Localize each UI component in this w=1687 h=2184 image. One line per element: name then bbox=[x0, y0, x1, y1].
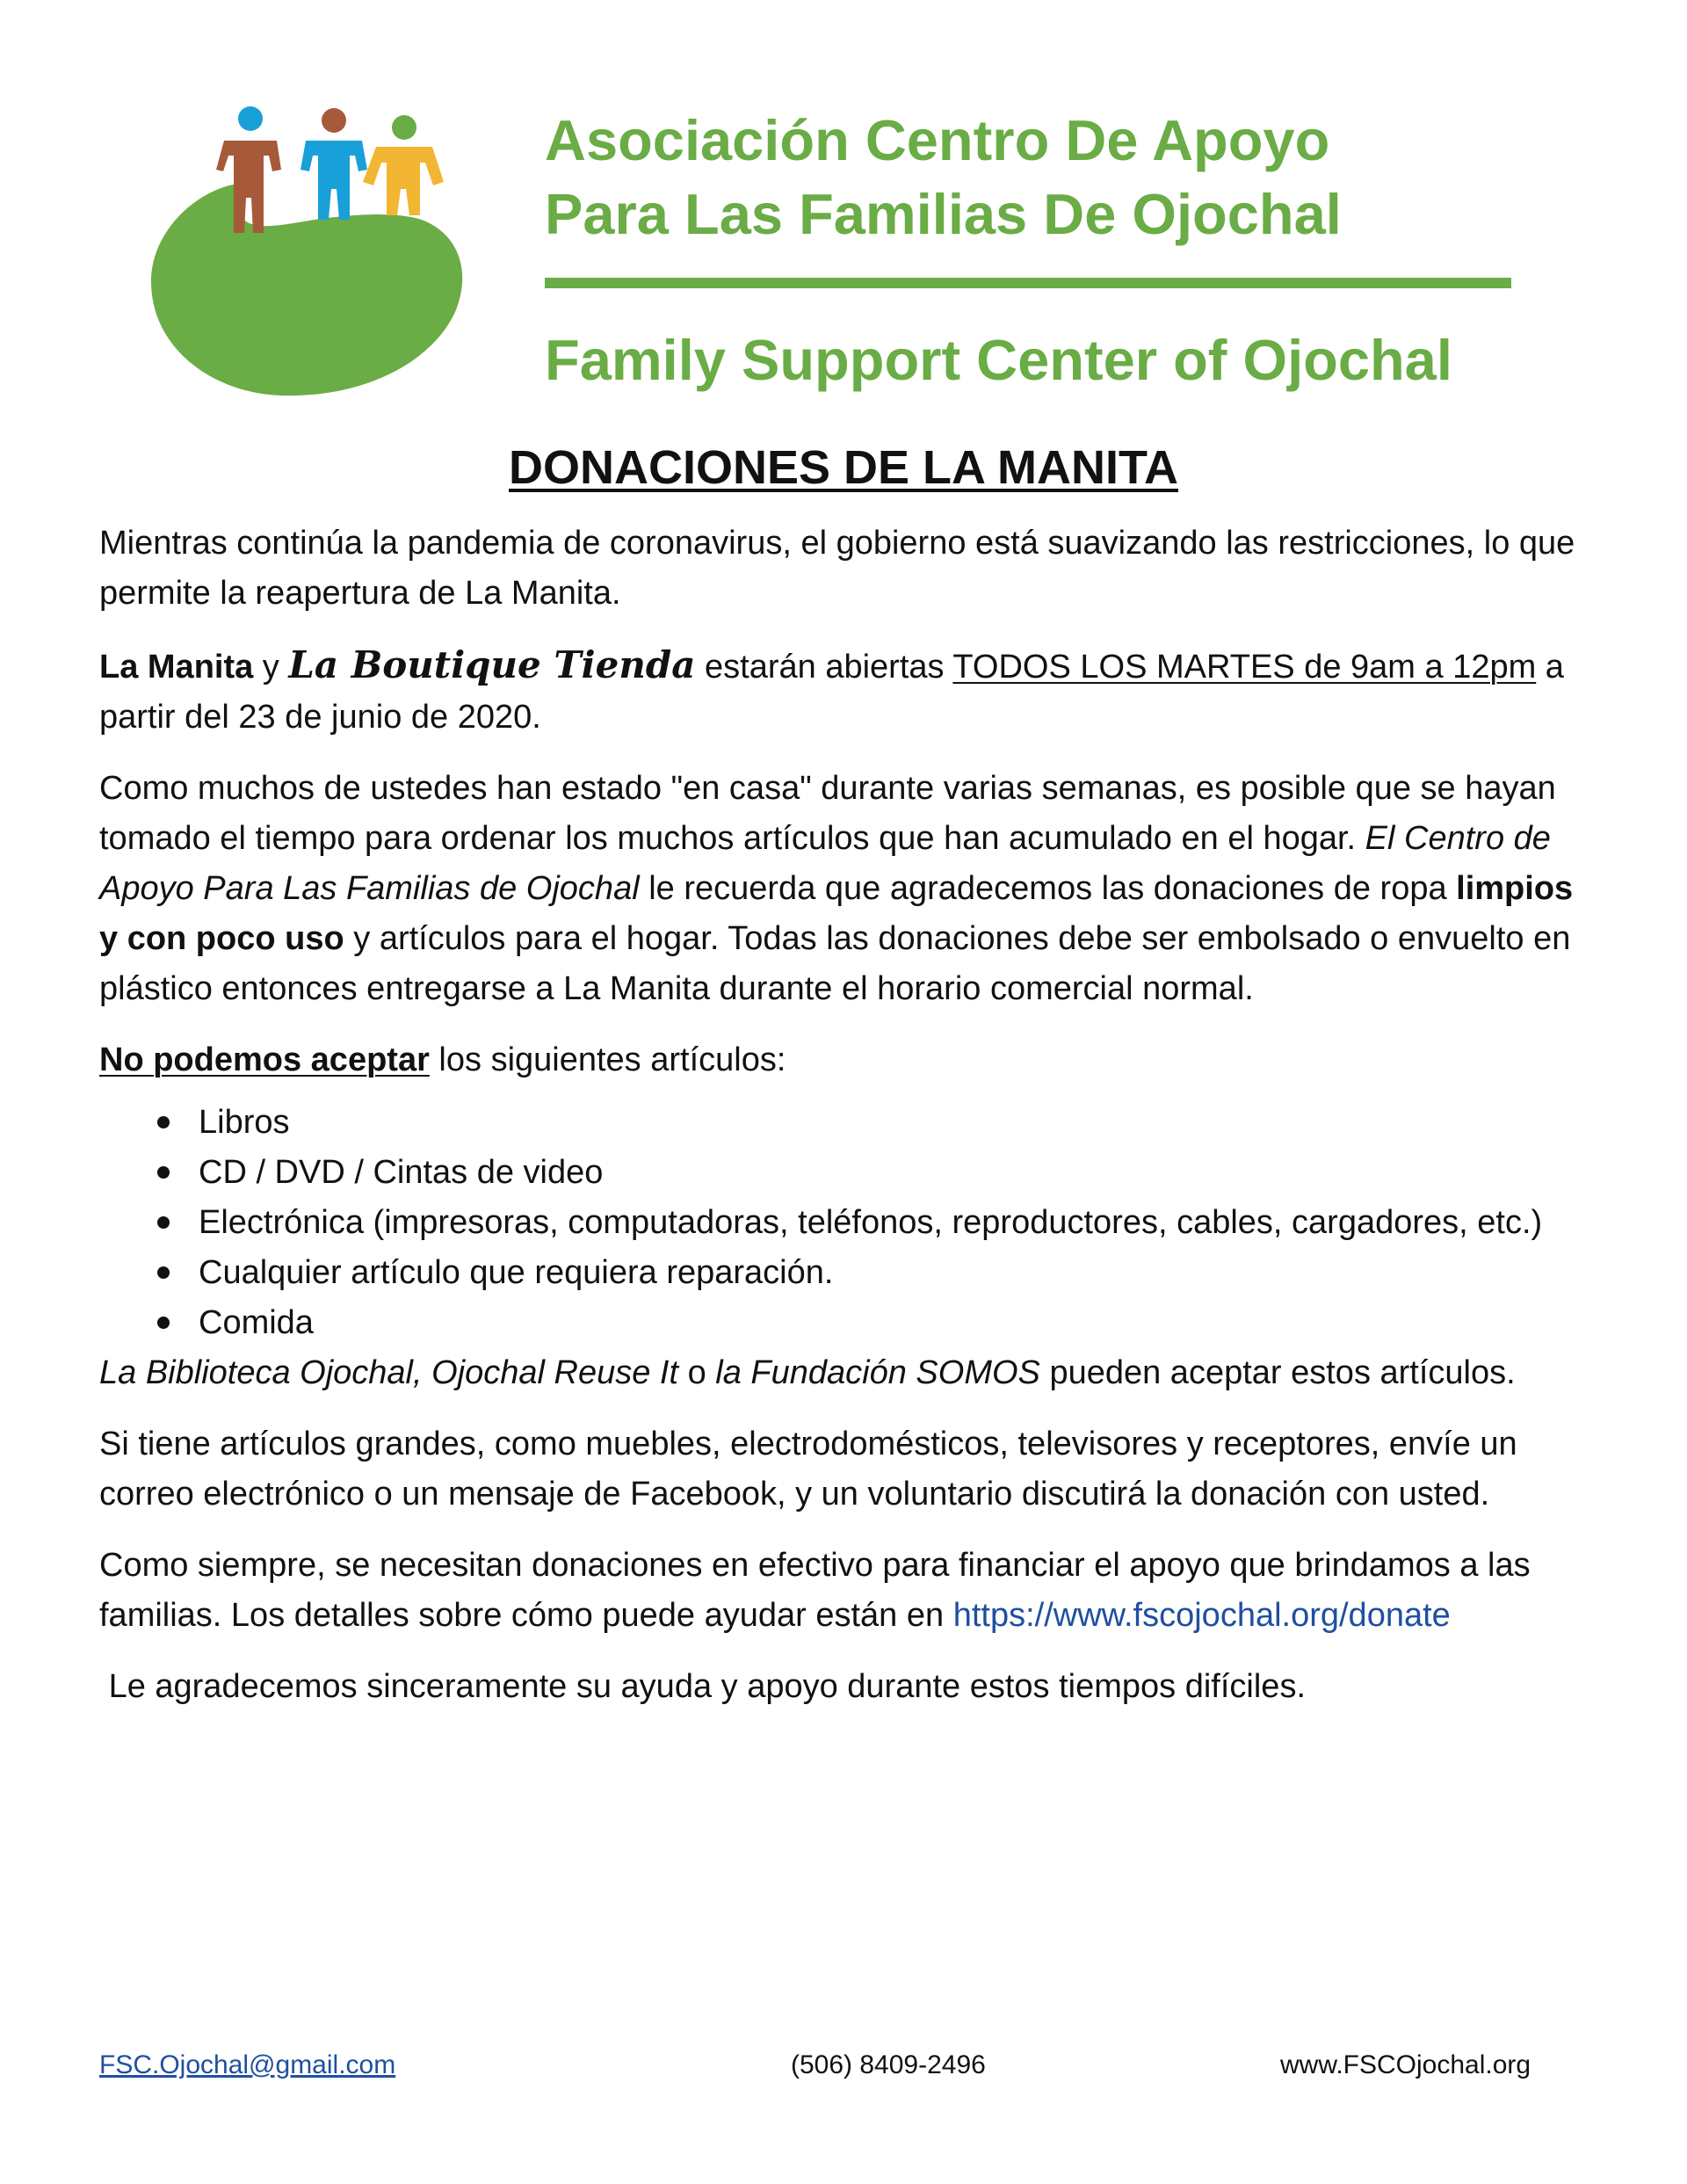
la-manita-name: La Manita bbox=[99, 649, 254, 686]
bullet-icon bbox=[157, 1317, 170, 1329]
document-body bbox=[99, 519, 1593, 1733]
org-name-spanish bbox=[545, 104, 1529, 251]
paragraph-not-accepted bbox=[99, 1035, 1593, 1085]
paragraph-large-items: Si tiene artículos grandes, como muebles, electrodomésticos, televisores y receptores, envíe un correo electrónico o un mensaje de Facebook, y un voluntario discutirá la donación con usted. bbox=[99, 1426, 1517, 1513]
page-title bbox=[0, 439, 1687, 496]
not-accepted-heading: No podemos aceptar bbox=[99, 1041, 430, 1078]
list-item bbox=[99, 1248, 1593, 1298]
hand-holding-children-logo-icon bbox=[141, 101, 466, 409]
alternative-orgs: La Biblioteca Ojochal, Ojochal Reuse It bbox=[99, 1354, 679, 1391]
footer-email-link[interactable]: FSC.Ojochal@gmail.com bbox=[99, 2050, 396, 2079]
somos-foundation: la Fundación SOMOS bbox=[715, 1354, 1040, 1391]
text-fragment: y bbox=[253, 649, 289, 686]
header-divider bbox=[545, 278, 1511, 288]
donate-link[interactable]: https://www.fscojochal.org/donate bbox=[952, 1597, 1451, 1634]
text-fragment: pueden aceptar estos artículos. bbox=[1039, 1354, 1516, 1391]
paragraph-cash-donations bbox=[99, 1541, 1593, 1641]
paragraph-hours bbox=[99, 640, 1593, 743]
bullet-icon bbox=[157, 1116, 170, 1128]
list-item-text: Cualquier artículo que requiera reparación. bbox=[199, 1254, 834, 1291]
footer-phone: (506) 8409-2496 bbox=[791, 2050, 986, 2079]
org-name-es-line2: Para Las Familias De Ojochal bbox=[545, 182, 1342, 246]
list-item-text: Electrónica (impresoras, computadoras, teléfonos, reproductores, cables, cargadores, etc.) bbox=[199, 1204, 1543, 1241]
boutique-name: La Boutique Tienda bbox=[288, 643, 696, 686]
list-item-text: CD / DVD / Cintas de video bbox=[199, 1154, 604, 1191]
bullet-icon bbox=[157, 1166, 170, 1179]
paragraph-donations bbox=[99, 764, 1593, 1014]
paragraph-alternatives bbox=[99, 1348, 1593, 1398]
org-name-english: Family Support Center of Ojochal bbox=[545, 328, 1452, 392]
text-fragment: estarán abiertas bbox=[695, 649, 953, 686]
paragraph-intro: Mientras continúa la pandemia de coronavirus, el gobierno está suavizando las restricciones, lo que permite la reapertura de La Manita. bbox=[99, 525, 1575, 612]
bullet-icon bbox=[157, 1266, 170, 1279]
text-fragment: los siguientes artículos: bbox=[429, 1041, 786, 1078]
list-item bbox=[99, 1148, 1593, 1198]
text-fragment: le recuerda que agradecemos las donaciones de ropa bbox=[639, 870, 1457, 907]
opening-schedule: TODOS LOS MARTES de 9am a 12pm bbox=[952, 649, 1537, 686]
text-fragment: Como muchos de ustedes han estado "en casa" durante varias semanas, es posible que se hayan tomado el tiempo para ordenar los muchos artículos que han acumulado en el hogar. bbox=[99, 770, 1556, 857]
list-item-text: Comida bbox=[199, 1304, 314, 1341]
text-fragment: o bbox=[678, 1354, 716, 1391]
bullet-icon bbox=[157, 1216, 170, 1229]
text-fragment: y artículos para el hogar. Todas las donaciones debe ser embolsado o envuelto en plástico entonces entregarse a La Manita durante el horario comercial normal. bbox=[99, 920, 1571, 1007]
text-fragment: a partir del 23 de junio de 2020. bbox=[99, 649, 1564, 736]
org-name-es-line1: Asociación Centro De Apoyo bbox=[545, 108, 1330, 172]
list-item bbox=[99, 1198, 1593, 1248]
page-title-text: DONACIONES DE LA MANITA bbox=[509, 441, 1178, 494]
list-item bbox=[99, 1298, 1593, 1348]
not-accepted-list bbox=[99, 1098, 1593, 1348]
paragraph-thanks: Le agradecemos sinceramente su ayuda y apoyo durante estos tiempos difíciles. bbox=[99, 1668, 1306, 1705]
list-item bbox=[99, 1098, 1593, 1148]
text-fragment: Como siempre, se necesitan donaciones en efectivo para financiar el apoyo que brindamos a las familias. Los detalles sobre cómo puede ayudar están en bbox=[99, 1547, 1531, 1634]
footer-website[interactable]: www.FSCOjochal.org bbox=[1280, 2050, 1531, 2079]
condition-emphasis: limpios y con poco uso bbox=[99, 870, 1574, 957]
list-item-text: Libros bbox=[199, 1104, 290, 1141]
center-name-italic: El Centro de Apoyo Para Las Familias de Ojochal bbox=[99, 820, 1551, 907]
